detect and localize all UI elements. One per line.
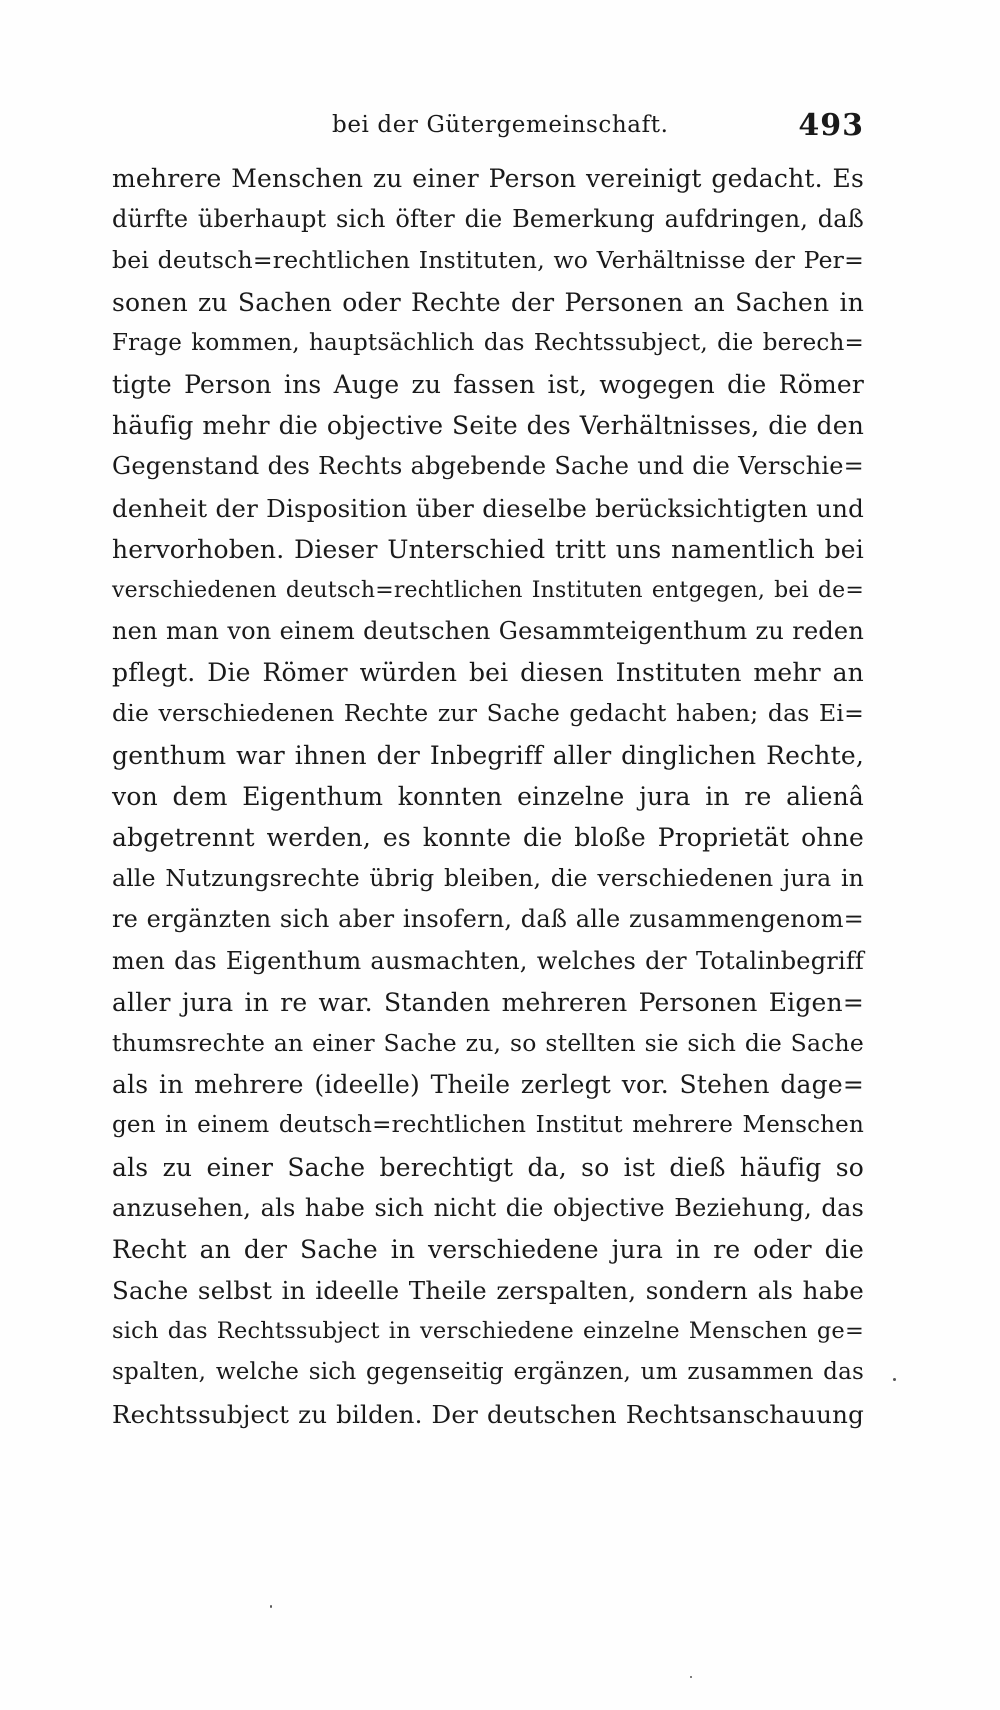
scan-speck [893, 1378, 896, 1381]
text-line: als in mehrere (ideelle) Theile zerlegt vor. Stehen dage= [112, 1070, 864, 1100]
text-line: Rechtssubject zu bilden. Der deutschen Rechtsanschauung [112, 1399, 864, 1429]
text-line: tigte Person ins Auge zu fassen ist, wogegen die Römer [112, 369, 864, 399]
text-line: die verschiedenen Rechte zur Sache gedacht haben; das Ei= [112, 699, 864, 728]
text-line: von dem Eigenthum konnten einzelne jura in re alienâ [112, 781, 864, 811]
text-line: genthum war ihnen der Inbegriff aller dinglichen Rechte, [112, 740, 864, 770]
text-line: hervorhoben. Dieser Unterschied tritt uns namentlich bei [112, 534, 864, 564]
text-line: abgetrennt werden, es konnte die bloße Proprietät ohne [112, 823, 864, 852]
text-line: mehrere Menschen zu einer Person vereinigt gedacht. Es [112, 164, 864, 193]
text-line: häufig mehr die objective Seite des Verhältnisses, die den [112, 411, 864, 441]
text-line: nen man von einem deutschen Gesammteigenthum zu reden [112, 617, 864, 646]
text-line: anzusehen, als habe sich nicht die objective Beziehung, das [112, 1193, 864, 1222]
text-line: gen in einem deutsch=rechtlichen Institut mehrere Menschen [112, 1112, 864, 1139]
scan-speck [270, 1605, 272, 1608]
text-line: alle Nutzungsrechte übrig bleiben, die verschiedenen jura in [112, 864, 864, 893]
body-text [112, 158, 864, 1435]
page-header [112, 108, 864, 148]
text-line: re ergänzten sich aber insofern, daß alle zusammengenom= [112, 905, 864, 934]
text-line: denheit der Disposition über dieselbe berücksichtigten und [112, 493, 864, 523]
text-line: Gegenstand des Rechts abgebende Sache und die Verschie= [112, 452, 864, 481]
text-line: thumsrechte an einer Sache zu, so stellten sie sich die Sache [112, 1028, 864, 1057]
text-line: spalten, welche sich gegenseitig ergänzen, um zusammen das [112, 1359, 864, 1386]
text-line: sonen zu Sachen oder Rechte der Personen an Sachen in [112, 287, 864, 317]
running-head: bei der Gütergemeinschaft. [332, 112, 669, 138]
text-line: als zu einer Sache berechtigt da, so ist dieß häufig so [112, 1152, 864, 1182]
scan-speck [690, 1676, 692, 1678]
text-line: aller jura in re war. Standen mehreren Personen Eigen= [112, 987, 864, 1017]
page-number: 493 [798, 108, 864, 143]
text-line: Frage kommen, hauptsächlich das Rechtssubject, die berech= [112, 329, 864, 356]
text-line: sich das Rechtssubject in verschiedene einzelne Menschen ge= [112, 1318, 864, 1345]
text-line: men das Eigenthum ausmachten, welches der Totalinbegriff [112, 946, 864, 975]
text-line: Sache selbst in ideelle Theile zerspalten, sondern als habe [112, 1276, 864, 1306]
text-line: dürfte überhaupt sich öfter die Bemerkung aufdringen, daß [112, 205, 864, 234]
text-line: verschiedenen deutsch=rechtlichen Instituten entgegen, bei de= [112, 577, 864, 603]
text-line: pflegt. Die Römer würden bei diesen Instituten mehr an [112, 658, 864, 688]
text-line: bei deutsch=rechtlichen Instituten, wo Verhältnisse der Per= [112, 246, 864, 275]
text-line: Recht an der Sache in verschiedene jura in re oder die [112, 1234, 864, 1264]
